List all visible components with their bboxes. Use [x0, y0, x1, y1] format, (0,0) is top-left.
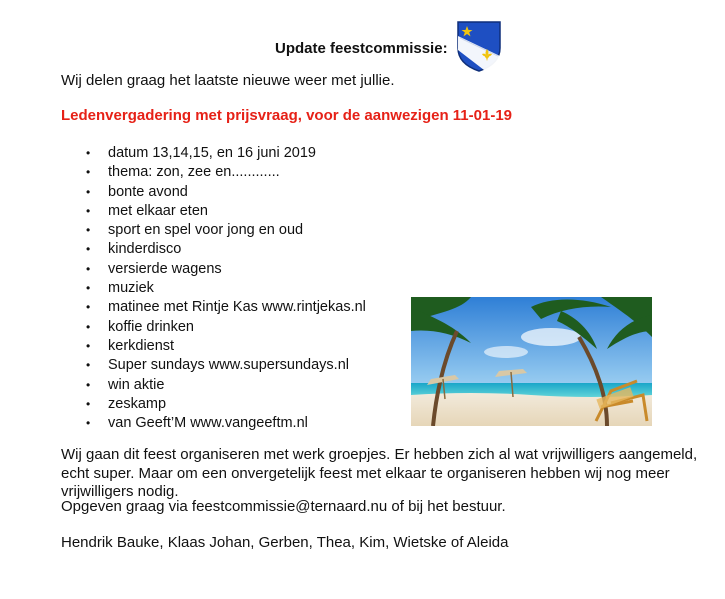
list-item-label: win aktie	[108, 376, 165, 393]
event-list	[86, 144, 366, 433]
meeting-heading: Ledenvergadering met prijsvraag, voor de aanwezigen 11-01-19	[61, 107, 513, 124]
bullet-icon: •	[86, 223, 91, 238]
bullet-icon: •	[86, 146, 91, 160]
list-item	[86, 376, 366, 395]
bullet-icon: •	[86, 396, 91, 411]
list-item	[86, 221, 366, 240]
list-item	[86, 337, 366, 356]
list-item-label: met elkaar eten	[108, 202, 208, 219]
intro-text: Wij delen graag het laatste nieuwe weer met jullie.	[61, 72, 395, 89]
list-item-label: kinderdisco	[108, 241, 182, 258]
list-item-label: versierde wagens	[108, 260, 222, 277]
list-item-label: Super sundays www.supersundays.nl	[108, 357, 349, 374]
list-item	[86, 395, 366, 414]
list-item-label: kerkdienst	[108, 337, 175, 354]
list-item-label: koffie drinken	[108, 318, 194, 335]
list-item-label: muziek	[108, 280, 154, 297]
list-item-label: zeskamp	[108, 395, 167, 412]
list-item-label: sport en spel voor jong en oud	[108, 222, 304, 239]
list-item-label: bonte avond	[108, 183, 188, 200]
list-item	[86, 298, 366, 317]
page-title: Update feestcommissie:	[275, 40, 448, 57]
list-item	[86, 279, 366, 298]
bullet-icon: •	[86, 261, 91, 276]
bullet-icon: •	[86, 300, 91, 315]
contact-text: Opgeven graag via feestcommissie@ternaard.nu of bij het bestuur.	[61, 498, 506, 515]
bullet-icon: •	[86, 242, 91, 257]
coat-of-arms-icon	[456, 20, 502, 72]
header	[0, 16, 725, 72]
list-item	[86, 163, 366, 182]
list-item	[86, 144, 366, 163]
body-paragraph: Wij gaan dit feest organiseren met werk groepjes. Er hebben zich al wat vrijwilligers aangemeld, echt super. Maar om een onvergetelijk feest met elkaar te organiseren hebben wij nog meer vrijwilligers nodig.	[61, 446, 698, 500]
list-item-label: matinee met Rintje Kas www.rintjekas.nl	[108, 299, 366, 316]
beach-photo-icon	[411, 297, 652, 426]
list-item	[86, 356, 366, 375]
bullet-icon: •	[86, 165, 91, 180]
list-item	[86, 414, 366, 433]
bullet-icon: •	[86, 184, 91, 199]
bullet-icon: •	[86, 358, 91, 373]
bullet-icon: •	[86, 338, 91, 353]
bullet-icon: •	[86, 416, 91, 431]
list-item	[86, 260, 366, 279]
list-item-label: datum 13,14,15, en 16 juni 2019	[108, 145, 316, 161]
bullet-icon: •	[86, 377, 91, 392]
list-item	[86, 202, 366, 221]
bullet-icon: •	[86, 203, 91, 218]
bullet-icon: •	[86, 281, 91, 296]
list-item	[86, 183, 366, 202]
list-item-label: van Geeft’M www.vangeeftm.nl	[108, 415, 308, 432]
bullet-icon: •	[86, 319, 91, 334]
committee-names: Hendrik Bauke, Klaas Johan, Gerben, Thea, Kim, Wietske of Aleida	[61, 534, 509, 551]
list-item	[86, 318, 366, 337]
list-item	[86, 240, 366, 259]
list-item-label: thema: zon, zee en............	[108, 164, 280, 181]
